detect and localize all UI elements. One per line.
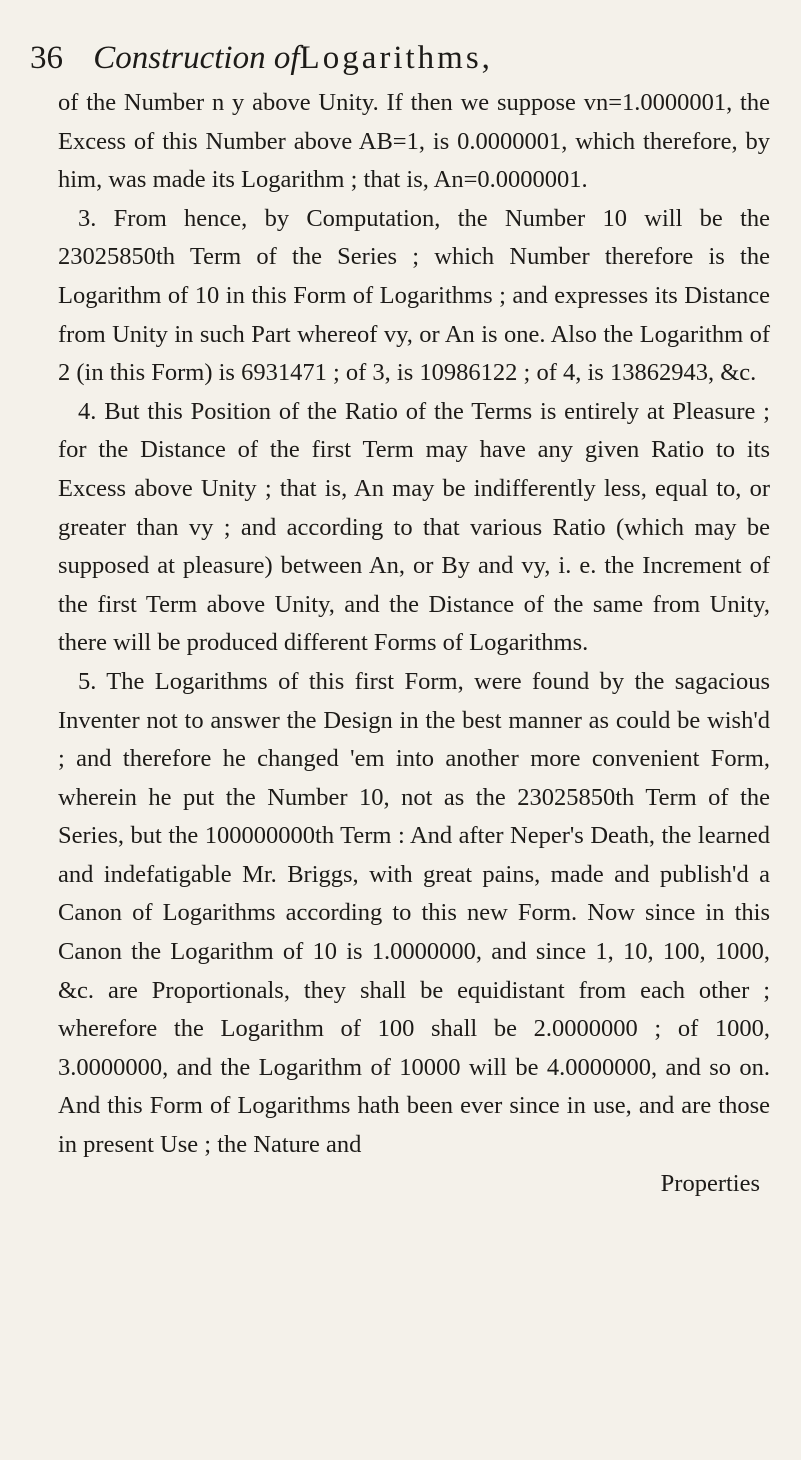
paragraph-continuation: of the Number n y above Unity. If then we suppose vn=1.0000001, the Excess of this Number above AB=1, is 0.0000001, which therefore, by him, was made its Logarithm ; that is, An=0.0000001. (58, 89, 770, 194)
header-title-caps: Logarithms, (299, 40, 493, 76)
catchword: Properties (660, 1169, 760, 1197)
header-title-italic: Construction (93, 40, 266, 76)
paragraph-5: 5. The Logarithms of this first Form, were found by the sagacious Inventer not to answer the Design in the best manner as could be wish'd ; and therefore he changed 'em into another more convenient Form, wherein he put the Number 10, not as the 23025850th Term of the Series, but the 100000000th Term : And after Neper's Death, the learned and indefatigable Mr. Briggs, with great pains, made and publish'd a Canon of Logarithms according to this new Form. Now since in this Canon the Logarithm of 10 is 1.0000000, and since 1, 10, 100, 1000, &c. are Proportionals, they shall be equidistant from each other ; wherefore the Logarithm of 100 shall be 2.0000000 ; of 1000, 3.0000000, and the Logarithm of 10000 will be 4.0000000, and so on. And this Form of Logarithms hath been ever since in use, and are those in present Use ; the Nature and (58, 667, 770, 1159)
paragraph-3: 3. From hence, by Computation, the Number 10 will be the 23025850th Term of the Series ; which Number therefore is the Logarithm of 10 in this Form of Logarithms ; and expresses its Distance from Unity in such Part whereof vy, or An is one. Also the Logarithm of 2 (in this Form) is 6931471 ; of 3, is 10986122 ; of 4, is 13862943, &c. (58, 204, 770, 387)
header-title-of: of (273, 40, 300, 76)
paragraph-4: 4. But this Position of the Ratio of the Terms is entirely at Pleasure ; for the Distance of the first Term may have any given Ratio to its Excess above Unity ; that is, An may be indifferently less, equal to, or greater than vy ; and according to that various Ratio (which may be supposed at pleasure) between An, or By and vy, i. e. the Increment of the first Term above Unity, and the Distance of the same from Unity, there will be produced different Forms of Logarithms. (58, 397, 770, 657)
page-number: 36 (30, 40, 63, 76)
body-text (58, 84, 770, 1203)
running-header (30, 38, 750, 78)
